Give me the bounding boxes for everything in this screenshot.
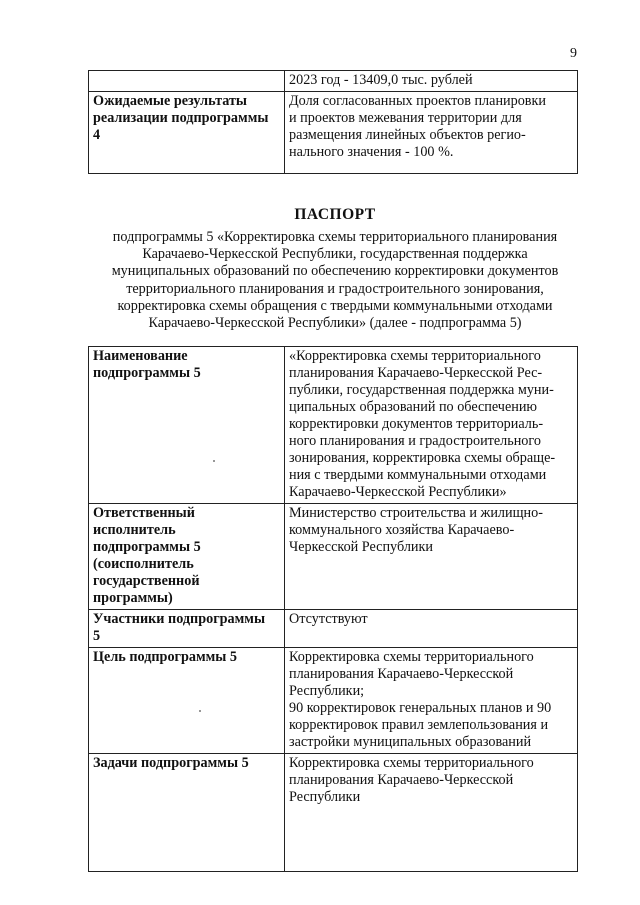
subprogram-4-results-table [88, 70, 578, 174]
table-cell-label: Задачи подпрограммы 5 [89, 754, 285, 872]
table-row [89, 92, 578, 174]
table-cell-label: Цель подпрограммы 5 [89, 648, 285, 754]
table-row [89, 71, 578, 92]
table-cell-value: «Корректировка схемы территориального планирования Карачаево-Черкесской Рес- публики, государственная поддержка муни- ципальных образований по обеспечению корректировки документов территориаль- ного планирования и градостроительного зонирования, корректировка схемы обраще- ния с твердыми коммунальными отходами Карачаево-Черкесской Республики» [285, 347, 578, 504]
passport-table [88, 346, 578, 872]
table-row [89, 754, 578, 872]
table-cell-value: Корректировка схемы территориального планирования Карачаево-Черкесской Республики; 90 корректировок генеральных планов и 90 корректировок правил землепользования и застройки муниципальных образований [285, 648, 578, 754]
table-cell-value: Отсутствуют [285, 610, 578, 648]
passport-title: ПАСПОРТ [294, 206, 376, 223]
table-cell-label: Ожидаемые результаты реализации подпрограммы 4 [89, 92, 285, 174]
table-cell-value: Корректировка схемы территориального планирования Карачаево-Черкесской Республики [285, 754, 578, 872]
table-cell-label [89, 71, 285, 92]
table-cell-label: Наименование подпрограммы 5 [89, 347, 285, 504]
scan-speck [199, 710, 201, 712]
table-cell-value: Министерство строительства и жилищно- коммунального хозяйства Карачаево- Черкесской Республики [285, 504, 578, 610]
passport-subtitle: подпрограммы 5 «Корректировка схемы территориального планирования Карачаево-Черкесской Республики, государственная поддержка муниципальных образований по обеспечению корректировки документов территориального планирования и градостроительного зонирования, корректировка схемы обращения с твердыми коммунальными отходами Карачаево-Черкесской Республики» (далее - подпрограмма 5) [111, 229, 559, 332]
page-number: 9 [570, 46, 577, 61]
table-row [89, 504, 578, 610]
table-row [89, 610, 578, 648]
scan-speck [213, 460, 215, 462]
table-row [89, 648, 578, 754]
table-cell-value: 2023 год - 13409,0 тыс. рублей [285, 71, 578, 92]
table-row [89, 347, 578, 504]
table-cell-value: Доля согласованных проектов планировки и проектов межевания территории для размещения линейных объектов регио- нального значения - 100 %. [285, 92, 578, 174]
table-cell-label: Участники подпрограммы 5 [89, 610, 285, 648]
table-cell-label: Ответственный исполнитель подпрограммы 5 (соисполнитель государственной программы) [89, 504, 285, 610]
